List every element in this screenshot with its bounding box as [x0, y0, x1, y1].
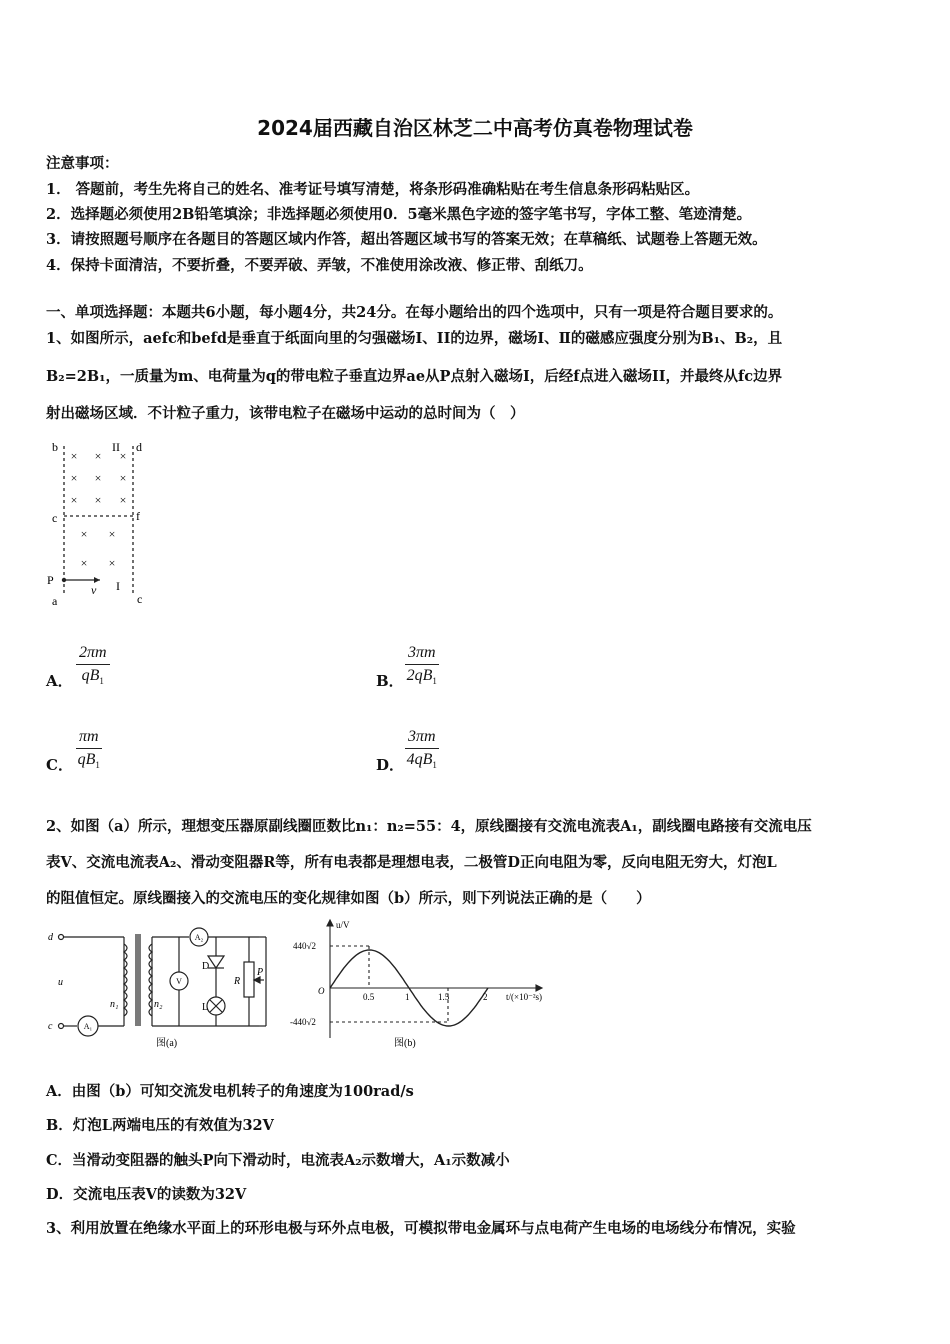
field-cross: × [108, 556, 116, 570]
question-3-text: 3、利用放置在绝缘水平面上的环形电极与环外点电极，可模拟带电金属环与点电荷产生电场的电场线分布情况，实验 [46, 1220, 796, 1237]
label-v: v [91, 583, 97, 597]
figure-a-caption: 图(a) [156, 1038, 178, 1049]
question-1-text: B₂=2B₁，一质量为m、电荷量为q的带电粒子垂直边界ae从P点射入磁场I，后经f点进入磁场II，并最终从fc边界 [46, 368, 783, 385]
figure-b-caption: 图(b) [394, 1038, 416, 1049]
option-label[interactable]: A． [46, 672, 73, 690]
label-c: c [48, 1021, 53, 1032]
label-f: f [136, 509, 140, 523]
label-region-2: II [112, 440, 120, 454]
field-crosses [71, 449, 127, 570]
option-a[interactable]: A．由图（b）可知交流发电机转子的角速度为100rad/s [46, 1083, 414, 1100]
label-a: a [52, 594, 58, 608]
field-cross: × [94, 493, 102, 507]
x-tick: 0.5 [363, 992, 375, 1002]
label-d: d [48, 932, 53, 943]
subscript: 1 [99, 676, 104, 687]
label-P: P [257, 967, 264, 978]
field-cross: × [70, 471, 78, 485]
field-cross: × [80, 527, 88, 541]
field-cross: × [94, 449, 102, 463]
fraction-denominator: qB [77, 751, 96, 768]
option-d[interactable]: D．交流电压表V的读数为32V [46, 1186, 247, 1203]
fraction-numerator: 3πm [405, 728, 439, 749]
section-heading: 一、单项选择题：本题共6小题，每小题4分，共24分。在每小题给出的四个选项中，只有一项是符合题目要求的。 [46, 304, 783, 321]
label-L: L [202, 1002, 209, 1013]
option-b-fraction[interactable] [405, 644, 439, 686]
fraction-denominator: 4qB [406, 751, 433, 768]
label-D: D [202, 961, 210, 972]
fraction-numerator: 2πm [76, 644, 110, 665]
question-2-text: 的阻值恒定。原线圈接入的交流电压的变化规律如图（b）所示，则下列说法正确的是（ ） [46, 890, 651, 907]
x-tick: 1 [405, 992, 410, 1002]
x-axis-label: t/(×10⁻²s) [506, 992, 543, 1002]
fraction-denominator: 2qB [406, 667, 433, 684]
y-min-tick: -440√2 [290, 1017, 316, 1027]
field-cross: × [80, 556, 88, 570]
question-1-text: 射出磁场区域．不计粒子重力，该带电粒子在磁场中运动的总时间为（ ） [46, 405, 525, 422]
y-max-tick: 440√2 [293, 941, 316, 951]
ammeter-a1-icon: A₁ [83, 1022, 93, 1031]
label-region-1: I [116, 579, 120, 593]
label-b: b [52, 440, 58, 454]
voltage-sine-chart [290, 916, 560, 1051]
option-label[interactable]: D． [376, 756, 405, 774]
label-u: u [58, 977, 63, 988]
field-cross: × [70, 493, 78, 507]
option-a-fraction[interactable] [76, 644, 110, 686]
option-label[interactable]: C． [46, 756, 73, 774]
question-1-text: 1、如图所示，aefc和befd是垂直于纸面向里的匀强磁场I、II的边界，磁场I、Ⅱ的磁感应强度分别为B₁、B₂，且 [46, 330, 783, 347]
label-P: P [47, 573, 54, 587]
note-item: 4．保持卡面清洁，不要折叠，不要弄破、弄皱，不准使用涂改液、修正带、刮纸刀。 [46, 257, 593, 274]
notes-heading: 注意事项： [46, 155, 119, 172]
label-n1: n₁ [110, 999, 119, 1010]
option-b[interactable]: B．灯泡L两端电压的有效值为32V [46, 1117, 274, 1134]
x-tick: 2 [483, 992, 488, 1002]
subscript: 1 [95, 760, 100, 771]
fraction-denominator: qB [81, 667, 100, 684]
field-cross: × [94, 471, 102, 485]
option-label[interactable]: B． [376, 672, 404, 690]
label-R: R [234, 976, 241, 987]
label-n2: n₂ [154, 999, 163, 1010]
option-d-fraction[interactable] [405, 728, 439, 770]
transformer-circuit-figure [44, 922, 284, 1052]
fraction-numerator: 3πm [405, 644, 439, 665]
field-cross: × [119, 471, 127, 485]
field-cross: × [119, 449, 127, 463]
magnetic-field-figure [40, 434, 160, 614]
option-c[interactable]: C．当滑动变阻器的触头P向下滑动时，电流表A₂示数增大，A₁示数减小 [46, 1152, 510, 1169]
option-c-fraction[interactable] [76, 728, 102, 770]
ammeter-a2-icon: A₂ [194, 933, 204, 942]
label-d: d [136, 440, 142, 454]
page-title: 2024届西藏自治区林芝二中高考仿真卷物理试卷 [257, 116, 693, 140]
field-cross: × [70, 449, 78, 463]
fraction-numerator: πm [76, 728, 102, 749]
label-c-left: c [52, 511, 58, 525]
voltmeter-icon: V [176, 977, 182, 986]
note-item: 3．请按照题号顺序在各题目的答题区域内作答，超出答题区域书写的答案无效；在草稿纸、试题卷上答题无效。 [46, 231, 767, 248]
field-cross: × [108, 527, 116, 541]
note-item: 1． 答题前，考生先将自己的姓名、准考证号填写清楚，将条形码准确粘贴在考生信息条形码粘贴区。 [46, 181, 700, 198]
field-cross: × [119, 493, 127, 507]
y-axis-label: u/V [336, 920, 350, 930]
x-tick: 1.5 [438, 992, 450, 1002]
question-2-text: 表V、交流电流表A₂、滑动变阻器R等，所有电表都是理想电表，二极管D正向电阻为零，反向电阻无穷大，灯泡L [46, 854, 777, 871]
label-c-right: c [137, 592, 143, 606]
subscript: 1 [432, 676, 437, 687]
origin-label: O [318, 986, 325, 996]
question-2-text: 2、如图（a）所示，理想变压器原副线圈匝数比n₁：n₂=55：4，原线圈接有交流电流表A₁，副线圈电路接有交流电压 [46, 818, 812, 835]
subscript: 1 [432, 760, 437, 771]
note-item: 2．选择题必须使用2B铅笔填涂；非选择题必须使用0．5毫米黑色字迹的签字笔书写，字体工整、笔迹清楚。 [46, 206, 752, 223]
